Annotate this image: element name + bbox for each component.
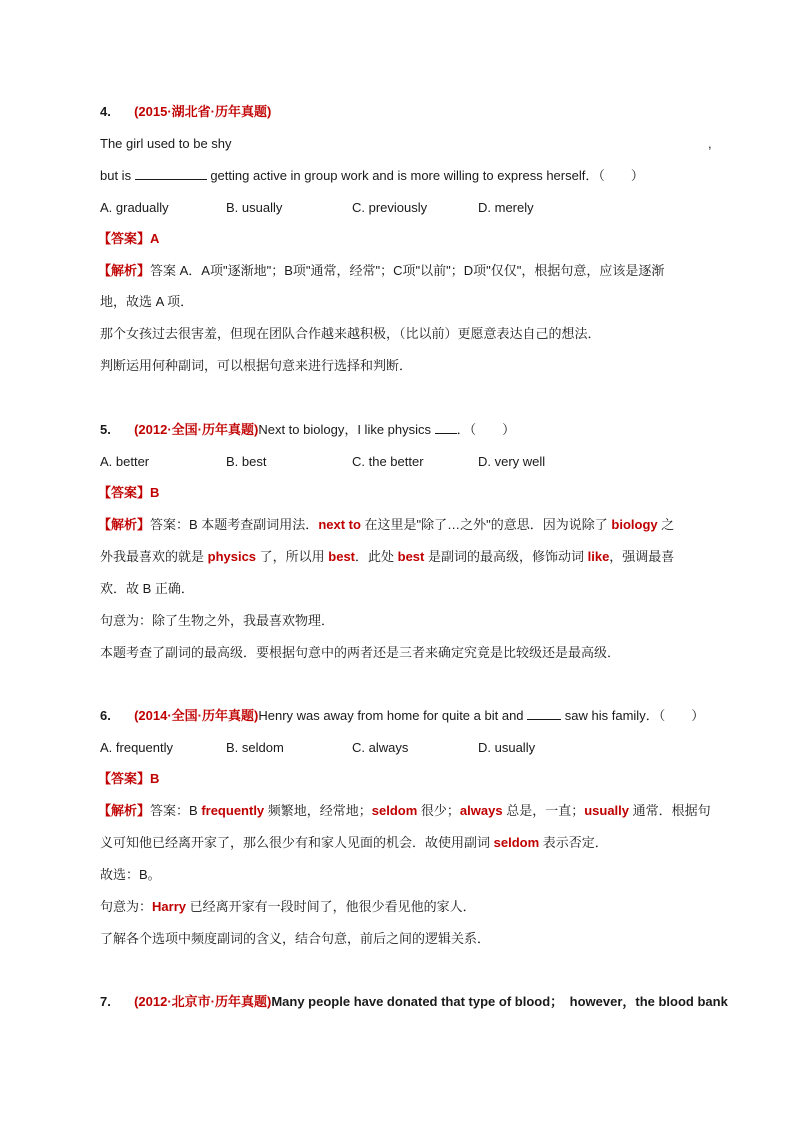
question-7-header [100, 993, 728, 1011]
analysis-text: 判断运用何种副词，可以根据句意来进行选择和判断． [100, 358, 413, 373]
analysis-text: 故选：B。 [100, 867, 161, 882]
stem-text: saw his family．（ ） [564, 708, 705, 723]
answer-value: B [150, 485, 160, 500]
stem-text: getting active in group work and is more willing to express herself．（ ） [210, 168, 644, 183]
option-c: C. previously [352, 200, 428, 215]
question-5-header [100, 421, 515, 439]
analysis-line [98, 802, 711, 820]
question-number: 6. [100, 708, 111, 723]
keyword: Harry [152, 899, 186, 914]
question-number: 4. [100, 104, 111, 119]
option-a: A. frequently [100, 740, 173, 755]
question-number: 7. [100, 994, 111, 1009]
analysis-text: 句意为：除了生物之外，我最喜欢物理． [100, 613, 335, 628]
keyword: best [397, 549, 425, 564]
answer-line [98, 484, 159, 502]
answer-blank [135, 167, 207, 180]
question-stem [100, 167, 644, 185]
analysis-text: 外我最喜欢的就是 [100, 549, 208, 564]
analysis-text: 答案：B 本题考查副词用法． [150, 517, 319, 532]
answer-blank [527, 707, 561, 720]
answer-line [98, 770, 159, 788]
keyword: always [459, 803, 503, 818]
analysis-text: 总是，一直； [502, 803, 585, 818]
question-source: (2015·湖北省·历年真题) [134, 104, 272, 119]
analysis-text: 句意为： [100, 899, 153, 914]
analysis-text: 那个女孩过去很害羞，但现在团队合作越来越积极，（比以前）更愿意表达自己的想法． [100, 326, 601, 341]
option-d: D. merely [478, 200, 534, 215]
analysis-line [98, 262, 664, 280]
question-6-header [100, 707, 704, 725]
analysis-line [98, 516, 674, 534]
keyword: next to [318, 517, 361, 532]
analysis-text: 已经离开家有一段时间了，他很少看见他的家人． [185, 899, 476, 914]
answer-blank [435, 421, 457, 434]
analysis-text: 答案：B [150, 803, 202, 818]
answer-label: 【答案】 [98, 485, 151, 500]
question-stem-comma: , [708, 136, 712, 151]
question-stem: The girl used to be shy [100, 136, 232, 151]
analysis-label: 【解析】 [98, 803, 151, 818]
stem-text: Henry was away from home for quite a bit and [258, 708, 524, 723]
keyword: usually [584, 803, 629, 818]
analysis-text: 表示否定． [539, 835, 608, 850]
question-4-header [100, 103, 271, 121]
analysis-text: 地，故选 A 项． [100, 294, 194, 309]
analysis-text: 在这里是"除了…之外"的意思．因为说除了 [360, 517, 612, 532]
question-number: 5. [100, 422, 111, 437]
analysis-text: 答案 A．A项"逐渐地"；B项"通常，经常"；C项"以前"；D项"仅仅"，根据句意，应该是逐渐 [150, 263, 665, 278]
analysis-text: ．此处 [355, 549, 398, 564]
answer-value: A [150, 231, 160, 246]
stem-text: Many people have donated that type of blood； however，the blood bank [271, 994, 728, 1009]
analysis-text: 很少； [417, 803, 460, 818]
analysis-text: 义可知他已经离开家了，那么很少有和家人见面的机会．故使用副词 [100, 835, 494, 850]
stem-text: but is [100, 168, 132, 183]
keyword: best [328, 549, 356, 564]
keyword: like [587, 549, 610, 564]
stem-text: Next to biology，I like physics [258, 422, 432, 437]
analysis-label: 【解析】 [98, 517, 151, 532]
keyword: seldom [371, 803, 418, 818]
analysis-text: 本题考查了副词的最高级．要根据句意中的两者还是三者来确定究竟是比较级还是最高级． [100, 645, 621, 660]
option-c: C. the better [352, 454, 424, 469]
analysis-label: 【解析】 [98, 263, 151, 278]
answer-value: B [150, 771, 160, 786]
analysis-line [100, 548, 674, 566]
keyword: frequently [201, 803, 265, 818]
keyword: physics [207, 549, 257, 564]
option-a: A. better [100, 454, 150, 469]
question-source: (2012·北京市·历年真题) [134, 994, 272, 1009]
option-b: B. seldom [226, 740, 284, 755]
analysis-text: 之 [657, 517, 675, 532]
analysis-text: 了，所以用 [256, 549, 329, 564]
analysis-text: 欢．故 B 正确． [100, 581, 194, 596]
analysis-text: 频繁地，经常地； [264, 803, 372, 818]
analysis-line [100, 898, 476, 916]
stem-text: ．（ ） [456, 422, 516, 437]
question-source: (2012·全国·历年真题) [134, 422, 259, 437]
answer-label: 【答案】 [98, 231, 151, 246]
question-source: (2014·全国·历年真题) [134, 708, 259, 723]
keyword: biology [611, 517, 658, 532]
option-d: D. very well [478, 454, 546, 469]
analysis-text: ，强调最喜 [609, 549, 675, 564]
analysis-line [100, 834, 608, 852]
answer-label: 【答案】 [98, 771, 151, 786]
analysis-text: 是副词的最高级，修饰动词 [424, 549, 588, 564]
analysis-text: 通常．根据句 [629, 803, 711, 818]
option-a: A. gradually [100, 200, 169, 215]
option-d: D. usually [478, 740, 536, 755]
option-c: C. always [352, 740, 409, 755]
answer-line [98, 230, 159, 248]
analysis-text: 了解各个选项中频度副词的含义，结合句意，前后之间的逻辑关系． [100, 931, 491, 946]
option-b: B. usually [226, 200, 283, 215]
keyword: seldom [493, 835, 540, 850]
option-b: B. best [226, 454, 267, 469]
